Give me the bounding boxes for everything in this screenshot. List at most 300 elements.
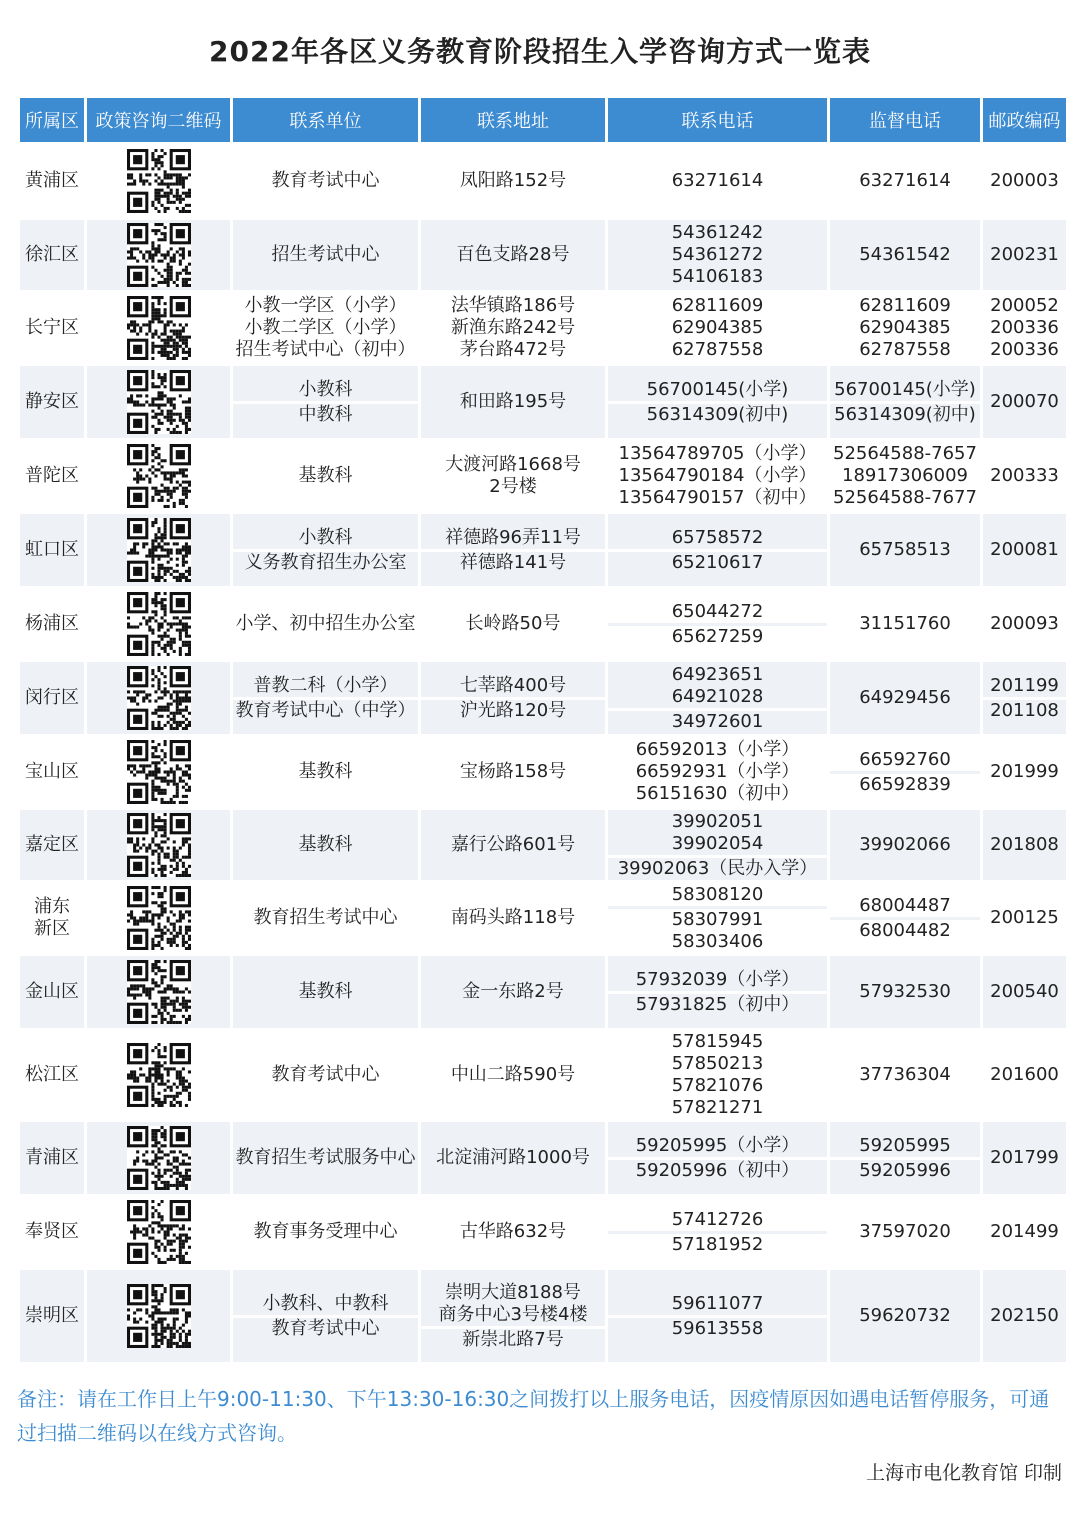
- postcode-cell: [983, 883, 1066, 953]
- phones-cell: [608, 1122, 827, 1194]
- postcode-cell: [983, 441, 1066, 511]
- unit-name: 中教科: [298, 403, 353, 425]
- address: 宝杨路158号: [459, 761, 567, 782]
- units-cell: [233, 883, 418, 953]
- postcode-cell: [983, 514, 1066, 586]
- postcode-cell: [983, 1270, 1066, 1362]
- district-name: 静安区: [25, 391, 79, 412]
- postcode: 201499: [990, 1221, 1059, 1242]
- district-cell: [20, 220, 84, 290]
- phone-number: 13564790184（小学）: [618, 465, 817, 486]
- postcode-cell: [983, 293, 1066, 363]
- supervise-phone: 31151760: [859, 613, 951, 634]
- units-cell: [233, 737, 418, 807]
- table-row: [20, 589, 1066, 659]
- table-row: [20, 1031, 1066, 1119]
- unit-name: 招生考试中心: [271, 244, 380, 265]
- supervise-phone: 59620732: [859, 1305, 951, 1326]
- qr-code-icon[interactable]: [127, 149, 191, 213]
- phones-cell: [608, 589, 827, 659]
- qr-code-icon[interactable]: [127, 296, 191, 360]
- address: 七莘路400号: [459, 674, 567, 696]
- qr-code-icon[interactable]: [127, 444, 191, 508]
- phone-number: 58303406: [671, 930, 764, 952]
- phone-number: 58307991: [671, 908, 764, 930]
- qr-cell: [87, 220, 230, 290]
- supervise-cell: [830, 883, 980, 953]
- table-row: [20, 293, 1066, 363]
- supervise-cell: [830, 220, 980, 290]
- address: 百色支路28号: [456, 244, 570, 265]
- address: 和田路195号: [459, 391, 567, 412]
- supervise-phone: 68004487: [859, 894, 951, 916]
- phones-cell: [608, 662, 827, 734]
- postcode: 201199: [990, 674, 1059, 696]
- addresses-cell: [421, 810, 605, 880]
- header-address: 联系地址: [421, 98, 605, 142]
- phone-number: 59205995（小学）: [635, 1134, 800, 1156]
- district-name: 青浦区: [25, 1147, 79, 1168]
- qr-code-icon[interactable]: [127, 1043, 191, 1107]
- table-row: [20, 220, 1066, 290]
- phone-number: 56151630（初中）: [635, 783, 800, 804]
- postcode: 200231: [990, 244, 1059, 265]
- supervise-cell: [830, 662, 980, 734]
- address: 2号楼: [489, 476, 537, 497]
- address: 大渡河路1668号: [445, 454, 581, 475]
- table-row: [20, 1270, 1066, 1362]
- district-name: 松江区: [25, 1064, 79, 1085]
- phone-number: 57821271: [671, 1097, 764, 1118]
- supervise-phone: 56700145(小学): [834, 378, 976, 400]
- supervise-phone: 18917306009: [842, 465, 968, 486]
- phones-cell: [608, 1197, 827, 1267]
- supervise-cell: [830, 441, 980, 511]
- phone-number: 57932039（小学）: [635, 968, 800, 990]
- address: 凤阳路152号: [459, 170, 567, 191]
- address: 中山二路590号: [450, 1064, 576, 1085]
- units-cell: [233, 514, 418, 586]
- address: 金一东路2号: [462, 981, 564, 1002]
- phones-cell: [608, 366, 827, 438]
- district-cell: [20, 1270, 84, 1362]
- phones-cell: [608, 441, 827, 511]
- table-row: [20, 883, 1066, 953]
- phone-number: 65044272: [671, 600, 764, 622]
- district-name: 宝山区: [25, 761, 79, 782]
- address: 嘉行公路601号: [450, 834, 576, 855]
- supervise-cell: [830, 293, 980, 363]
- phone-number: 13564789705（小学）: [618, 443, 817, 464]
- qr-code-icon[interactable]: [127, 223, 191, 287]
- qr-cell: [87, 1122, 230, 1194]
- address: 北淀浦河路1000号: [436, 1147, 590, 1168]
- unit-name: 小学、初中招生办公室: [235, 613, 416, 634]
- page-title: 2022年各区义务教育阶段招生入学咨询方式一览表: [209, 35, 871, 68]
- address: 崇明大道8188号: [445, 1281, 581, 1303]
- addresses-cell: [421, 1270, 605, 1362]
- district-name: 虹口区: [25, 539, 79, 560]
- phone-number: 57821076: [671, 1075, 764, 1096]
- phone-number: 57412726: [671, 1208, 764, 1230]
- contact-table: [17, 95, 1069, 1365]
- unit-name: 教育招生考试服务中心: [235, 1147, 416, 1168]
- district-name: 徐汇区: [25, 244, 79, 265]
- phone-number: 54361272: [671, 244, 764, 265]
- supervise-phone: 56314309(初中): [834, 403, 976, 425]
- postcode: 201808: [990, 834, 1059, 855]
- table-row: [20, 956, 1066, 1028]
- phone-number: 57181952: [671, 1233, 764, 1255]
- qr-cell: [87, 1197, 230, 1267]
- units-cell: [233, 589, 418, 659]
- printer-credit: 上海市电化教育馆 印制: [865, 1462, 1062, 1484]
- district-name: 闵行区: [25, 687, 79, 708]
- qr-cell: [87, 883, 230, 953]
- units-cell: [233, 1270, 418, 1362]
- table-row: [20, 1197, 1066, 1267]
- qr-cell: [87, 956, 230, 1028]
- addresses-cell: [421, 366, 605, 438]
- district-cell: [20, 145, 84, 217]
- supervise-phone: 66592760: [859, 748, 951, 770]
- postcode-cell: [983, 366, 1066, 438]
- addresses-cell: [421, 514, 605, 586]
- phone-number: 66592013（小学）: [635, 739, 800, 760]
- header-district: 所属区: [20, 98, 84, 142]
- phone-number: 59611077: [671, 1292, 764, 1314]
- district-cell: [20, 293, 84, 363]
- qr-code-icon[interactable]: [127, 1126, 191, 1190]
- qr-cell: [87, 366, 230, 438]
- phones-cell: [608, 737, 827, 807]
- district-name: 长宁区: [25, 317, 79, 338]
- addresses-cell: [421, 589, 605, 659]
- supervise-cell: [830, 589, 980, 659]
- units-cell: [233, 145, 418, 217]
- phones-cell: [608, 1031, 827, 1119]
- address: 沪光路120号: [459, 699, 567, 721]
- qr-cell: [87, 293, 230, 363]
- phone-number: 56314309(初中): [646, 403, 789, 425]
- unit-name: 教育考试中心: [271, 1317, 380, 1339]
- supervise-cell: [830, 810, 980, 880]
- supervise-phone: 65758513: [859, 539, 951, 560]
- district-name: 黄浦区: [25, 170, 79, 191]
- district-cell: [20, 662, 84, 734]
- address: 长岭路50号: [465, 613, 561, 634]
- supervise-phone: 39902066: [859, 834, 951, 855]
- postcode-cell: [983, 220, 1066, 290]
- qr-code-icon[interactable]: [127, 740, 191, 804]
- unit-name: 教育考试中心: [271, 1064, 380, 1085]
- supervise-phone: 68004482: [859, 919, 951, 941]
- qr-code-icon[interactable]: [127, 518, 191, 582]
- addresses-cell: [421, 1122, 605, 1194]
- postcode: 200333: [990, 465, 1059, 486]
- postcode: 201600: [990, 1064, 1059, 1085]
- supervise-phone: 57932530: [859, 981, 951, 1002]
- phone-number: 57815945: [671, 1031, 764, 1052]
- table-row: [20, 737, 1066, 807]
- qr-cell: [87, 810, 230, 880]
- qr-cell: [87, 1270, 230, 1362]
- units-cell: [233, 1197, 418, 1267]
- supervise-phone: 62904385: [859, 317, 951, 338]
- unit-name: 普教二科（小学）: [253, 674, 398, 696]
- header-unit: 联系单位: [233, 98, 418, 142]
- postcode: 200052: [990, 295, 1059, 316]
- addresses-cell: [421, 145, 605, 217]
- addresses-cell: [421, 220, 605, 290]
- postcode: 200093: [990, 613, 1059, 634]
- phone-number: 66592931（小学）: [635, 761, 800, 782]
- district-cell: [20, 737, 84, 807]
- supervise-cell: [830, 1197, 980, 1267]
- district-name: 金山区: [25, 981, 79, 1002]
- postcode: 200070: [990, 391, 1059, 412]
- qr-code-icon[interactable]: [127, 886, 191, 950]
- phone-number: 34972601: [671, 710, 764, 732]
- supervise-cell: [830, 1270, 980, 1362]
- supervise-cell: [830, 1031, 980, 1119]
- supervise-phone: 66592839: [859, 773, 951, 795]
- postcode-cell: [983, 662, 1066, 734]
- district-name: 崇明区: [25, 1305, 79, 1326]
- unit-name: 教育事务受理中心: [253, 1221, 398, 1242]
- table-row: [20, 662, 1066, 734]
- address: 古华路632号: [459, 1221, 567, 1242]
- supervise-phone: 59205995: [859, 1134, 951, 1156]
- qr-code-icon[interactable]: [127, 960, 191, 1024]
- unit-name: 小教科: [298, 378, 353, 400]
- phone-number: 62904385: [671, 317, 764, 338]
- unit-name: 小教二学区（小学）: [244, 317, 407, 338]
- units-cell: [233, 1031, 418, 1119]
- phone-number: 64923651: [671, 663, 764, 685]
- phone-number: 62787558: [671, 339, 764, 360]
- address: 法华镇路186号: [450, 295, 576, 316]
- header-supervise: 监督电话: [830, 98, 980, 142]
- qr-cell: [87, 441, 230, 511]
- phone-number: 65758572: [671, 526, 764, 548]
- district-cell: [20, 441, 84, 511]
- addresses-cell: [421, 737, 605, 807]
- district-cell: [20, 810, 84, 880]
- qr-cell: [87, 662, 230, 734]
- qr-code-icon[interactable]: [127, 592, 191, 656]
- supervise-phone: 63271614: [859, 170, 951, 191]
- supervise-phone: 37736304: [859, 1064, 951, 1085]
- supervise-phone: 37597020: [859, 1221, 951, 1242]
- phones-cell: [608, 220, 827, 290]
- table-row: [20, 366, 1066, 438]
- unit-name: 基教科: [298, 465, 353, 486]
- phones-cell: [608, 810, 827, 880]
- units-cell: [233, 810, 418, 880]
- postcode-cell: [983, 737, 1066, 807]
- qr-cell: [87, 145, 230, 217]
- address: 新渔东路242号: [450, 317, 576, 338]
- units-cell: [233, 366, 418, 438]
- phone-number: 65210617: [671, 551, 764, 573]
- table-row: [20, 441, 1066, 511]
- supervise-phone: 52564588-7657: [833, 443, 977, 464]
- district-name: 普陀区: [25, 465, 79, 486]
- header-row: [20, 98, 1066, 142]
- district-cell: [20, 366, 84, 438]
- unit-name: 基教科: [298, 761, 353, 782]
- supervise-phone: 52564588-7677: [833, 487, 977, 508]
- unit-name: 基教科: [298, 981, 353, 1002]
- unit-name: 教育考试中心（中学）: [235, 699, 416, 721]
- district-name: 杨浦区: [25, 613, 79, 634]
- district-name: 奉贤区: [25, 1221, 79, 1242]
- district-cell: [20, 1197, 84, 1267]
- postcode: 201108: [990, 699, 1059, 721]
- supervise-phone: 62811609: [859, 295, 951, 316]
- phone-number: 54106183: [671, 266, 764, 287]
- phones-cell: [608, 1270, 827, 1362]
- header-postcode: 邮政编码: [983, 98, 1066, 142]
- postcode: 202150: [990, 1305, 1059, 1326]
- postcode-cell: [983, 810, 1066, 880]
- district-name: 嘉定区: [25, 834, 79, 855]
- addresses-cell: [421, 441, 605, 511]
- addresses-cell: [421, 662, 605, 734]
- postcode: 200125: [990, 907, 1059, 928]
- footnote: 备注：请在工作日上午9:00-11:30、下午13:30-16:30之间拨打以上服务电话，因疫情原因如遇电话暂停服务，可通过扫描二维码以在线方式咨询。: [17, 1387, 1050, 1445]
- unit-name: 小教一学区（小学）: [244, 295, 407, 316]
- table-row: [20, 1122, 1066, 1194]
- phone-number: 39902063（民办入学）: [617, 857, 818, 879]
- header-phone: 联系电话: [608, 98, 827, 142]
- phones-cell: [608, 514, 827, 586]
- postcode: 200003: [990, 170, 1059, 191]
- postcode: 200336: [990, 339, 1059, 360]
- qr-cell: [87, 1031, 230, 1119]
- district-cell: [20, 1122, 84, 1194]
- district-cell: [20, 956, 84, 1028]
- phone-number: 65627259: [671, 625, 764, 647]
- addresses-cell: [421, 293, 605, 363]
- address: 商务中心3号楼4楼: [438, 1303, 588, 1325]
- postcode: 201999: [990, 761, 1059, 782]
- district-name: 浦东新区: [34, 896, 70, 939]
- district-cell: [20, 883, 84, 953]
- address: 祥德路96弄11号: [445, 526, 581, 548]
- postcode-cell: [983, 589, 1066, 659]
- postcode-cell: [983, 1031, 1066, 1119]
- qr-code-icon[interactable]: [127, 1284, 191, 1348]
- postcode-cell: [983, 956, 1066, 1028]
- qr-code-icon[interactable]: [127, 666, 191, 730]
- phone-number: 39902054: [671, 832, 764, 854]
- units-cell: [233, 956, 418, 1028]
- qr-code-icon[interactable]: [127, 370, 191, 434]
- phone-number: 57931825（初中）: [635, 993, 800, 1015]
- address: 茅台路472号: [459, 339, 567, 360]
- addresses-cell: [421, 956, 605, 1028]
- phone-number: 63271614: [671, 170, 764, 191]
- unit-name: 教育招生考试中心: [253, 907, 398, 928]
- phone-number: 54361242: [671, 222, 764, 243]
- addresses-cell: [421, 1031, 605, 1119]
- phones-cell: [608, 293, 827, 363]
- phone-number: 64921028: [671, 685, 764, 707]
- unit-name: 小教科: [298, 526, 353, 548]
- address: 南码头路118号: [450, 907, 576, 928]
- qr-code-icon[interactable]: [127, 1200, 191, 1264]
- table-row: [20, 514, 1066, 586]
- addresses-cell: [421, 883, 605, 953]
- phone-number: 56700145(小学): [646, 378, 789, 400]
- supervise-cell: [830, 1122, 980, 1194]
- postcode-cell: [983, 145, 1066, 217]
- units-cell: [233, 441, 418, 511]
- unit-name: 教育考试中心: [271, 170, 380, 191]
- unit-name: 基教科: [298, 834, 353, 855]
- supervise-phone: 54361542: [859, 244, 951, 265]
- address: 祥德路141号: [459, 551, 567, 573]
- supervise-cell: [830, 145, 980, 217]
- postcode-cell: [983, 1122, 1066, 1194]
- phone-number: 59205996（初中）: [635, 1159, 800, 1181]
- supervise-phone: 62787558: [859, 339, 951, 360]
- phone-number: 39902051: [671, 810, 764, 832]
- supervise-cell: [830, 366, 980, 438]
- district-cell: [20, 514, 84, 586]
- phone-number: 59613558: [671, 1317, 764, 1339]
- phone-number: 62811609: [671, 295, 764, 316]
- qr-code-icon[interactable]: [127, 813, 191, 877]
- supervise-cell: [830, 737, 980, 807]
- unit-name: 招生考试中心（初中）: [235, 339, 416, 360]
- phone-number: 58308120: [671, 883, 764, 905]
- phones-cell: [608, 883, 827, 953]
- postcode: 200336: [990, 317, 1059, 338]
- district-cell: [20, 589, 84, 659]
- supervise-cell: [830, 514, 980, 586]
- postcode-cell: [983, 1197, 1066, 1267]
- unit-name: 小教科、中教科: [262, 1292, 389, 1314]
- units-cell: [233, 220, 418, 290]
- units-cell: [233, 293, 418, 363]
- header-qrcode: 政策咨询二维码: [87, 98, 230, 142]
- unit-name: 义务教育招生办公室: [244, 551, 407, 573]
- district-cell: [20, 1031, 84, 1119]
- addresses-cell: [421, 1197, 605, 1267]
- qr-cell: [87, 514, 230, 586]
- phones-cell: [608, 145, 827, 217]
- supervise-phone: 59205996: [859, 1159, 951, 1181]
- supervise-phone: 64929456: [859, 687, 951, 708]
- postcode: 200540: [990, 981, 1059, 1002]
- phone-number: 13564790157（初中）: [618, 487, 817, 508]
- qr-cell: [87, 589, 230, 659]
- qr-cell: [87, 737, 230, 807]
- phone-number: 57850213: [671, 1053, 764, 1074]
- units-cell: [233, 1122, 418, 1194]
- postcode: 201799: [990, 1147, 1059, 1168]
- postcode: 200081: [990, 539, 1059, 560]
- address: 新崇北路7号: [462, 1328, 564, 1350]
- phones-cell: [608, 956, 827, 1028]
- table-row: [20, 145, 1066, 217]
- table-row: [20, 810, 1066, 880]
- units-cell: [233, 662, 418, 734]
- supervise-cell: [830, 956, 980, 1028]
